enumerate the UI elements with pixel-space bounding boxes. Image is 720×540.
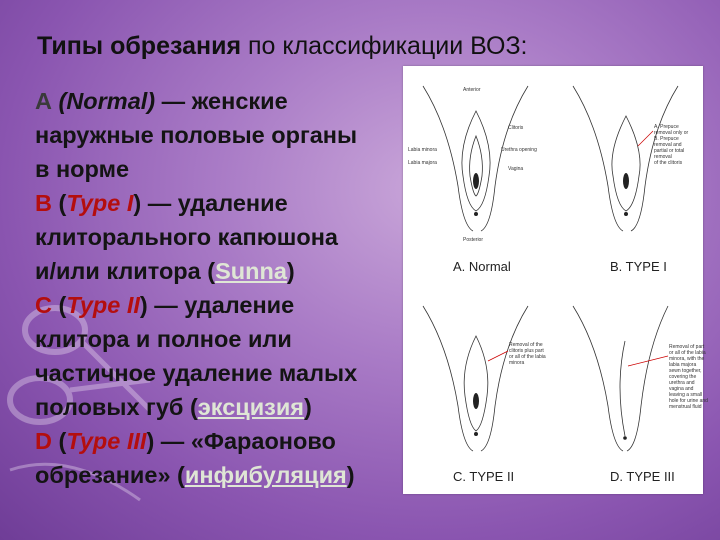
text-line-9: частичное удаление малых: [35, 360, 358, 386]
text-line-1-rest: — женские: [155, 88, 288, 114]
note-type-iii-1: Removal of part: [669, 344, 705, 350]
classification-text: [35, 84, 415, 492]
note-type-ii-4: minora: [509, 360, 525, 366]
paren-open: (: [51, 428, 67, 454]
sunna-link[interactable]: Sunna: [215, 258, 287, 284]
text-line-4: [35, 186, 415, 220]
note-type-i-7: of the clitoris: [654, 160, 683, 166]
text-line-7-rest: ) — удаление: [139, 292, 295, 318]
note-type-i-1: A. Prepuce: [654, 124, 679, 130]
note-type-iii-4: labia majora: [669, 362, 697, 368]
type-ii-label: Type II: [66, 292, 140, 318]
note-type-iii-8: vagina and: [669, 386, 694, 392]
slide-title: [37, 32, 528, 61]
note-type-i-2: removal only or: [654, 130, 689, 136]
label-vagina: Vagina: [508, 166, 524, 172]
note-type-i-5: partial or total: [654, 148, 685, 154]
note-type-iii-10: hole for urine and: [669, 398, 708, 404]
text-line-6-pre: и/или клитора (: [35, 258, 216, 284]
text-line-11: [35, 424, 415, 458]
text-line-1: [35, 84, 415, 118]
type-a-letter: A: [35, 88, 52, 114]
panel-type-ii: [423, 306, 546, 484]
label-clitoris: Clitoris: [508, 125, 524, 131]
type-iii-label: Type III: [66, 428, 147, 454]
text-line-12-pre: обрезание» (: [35, 462, 185, 488]
label-urethral-opening: Urethra opening: [501, 147, 537, 153]
caption-type-ii: C. TYPE II: [453, 469, 515, 484]
text-line-6: [35, 254, 415, 288]
note-type-iii-2: or all of the labia: [669, 350, 706, 356]
paren-close: ): [304, 394, 312, 420]
note-type-iii-7: urethra and: [669, 380, 695, 386]
note-type-iii-6: covering the: [669, 374, 697, 380]
type-i-label: Type I: [66, 190, 134, 216]
slide-title-bold: Типы обрезания: [37, 32, 242, 60]
type-d-letter: D: [35, 428, 52, 454]
who-classification-figure: [403, 66, 708, 494]
text-line-5: клиторального капюшона: [35, 224, 338, 250]
paren-close: ): [346, 462, 355, 488]
text-line-11-rest: ) — «Фараоново: [146, 428, 336, 454]
note-type-iii-9: leaving a small: [669, 392, 703, 398]
caption-type-iii: D. TYPE III: [610, 469, 675, 484]
note-type-iii-11: menstrual fluid: [669, 404, 702, 410]
note-type-ii-1: Removal of the: [509, 342, 543, 348]
panel-type-iii: [573, 306, 708, 484]
text-line-12: [35, 458, 415, 492]
type-c-letter: C: [35, 292, 52, 318]
caption-type-i: B. TYPE I: [610, 259, 667, 274]
note-type-iii-5: sewn together,: [669, 368, 702, 374]
type-b-letter: B: [35, 190, 52, 216]
text-line-10-pre: половых губ (: [35, 394, 198, 420]
panel-normal: [408, 86, 537, 274]
note-type-i-6: removal: [654, 154, 672, 160]
paren-open: (: [51, 292, 67, 318]
normal-label: (Normal): [51, 88, 156, 114]
paren-open: (: [51, 190, 67, 216]
excision-link[interactable]: эксцизия: [197, 394, 305, 420]
text-line-3: в норме: [35, 156, 130, 182]
caption-normal: A. Normal: [453, 259, 511, 274]
text-line-7: [35, 288, 415, 322]
note-type-i-3: B. Prepuce: [654, 136, 679, 142]
figure-drawing: [403, 66, 708, 494]
label-labia-majora: Labia majora: [408, 160, 437, 166]
paren-close: ): [286, 258, 295, 284]
label-labia-minora: Labia minora: [408, 147, 437, 153]
label-posterior: Posterior: [463, 237, 484, 243]
panel-type-i: [573, 86, 689, 274]
label-anterior: Anterior: [463, 87, 481, 93]
text-line-4-rest: ) — удаление: [133, 190, 288, 216]
note-type-ii-3: or all of the labia: [509, 354, 546, 360]
infibulation-link[interactable]: инфибуляция: [184, 462, 347, 488]
note-type-ii-2: clitoris plus part: [509, 348, 544, 354]
text-line-2: наружные половые органы: [35, 122, 358, 148]
text-line-8: клитора и полное или: [35, 326, 292, 352]
note-type-iii-3: minora, with the: [669, 356, 705, 362]
text-line-10: [35, 390, 415, 424]
slide-title-rest: по классификации ВОЗ:: [241, 32, 528, 60]
note-type-i-4: removal and: [654, 142, 682, 148]
